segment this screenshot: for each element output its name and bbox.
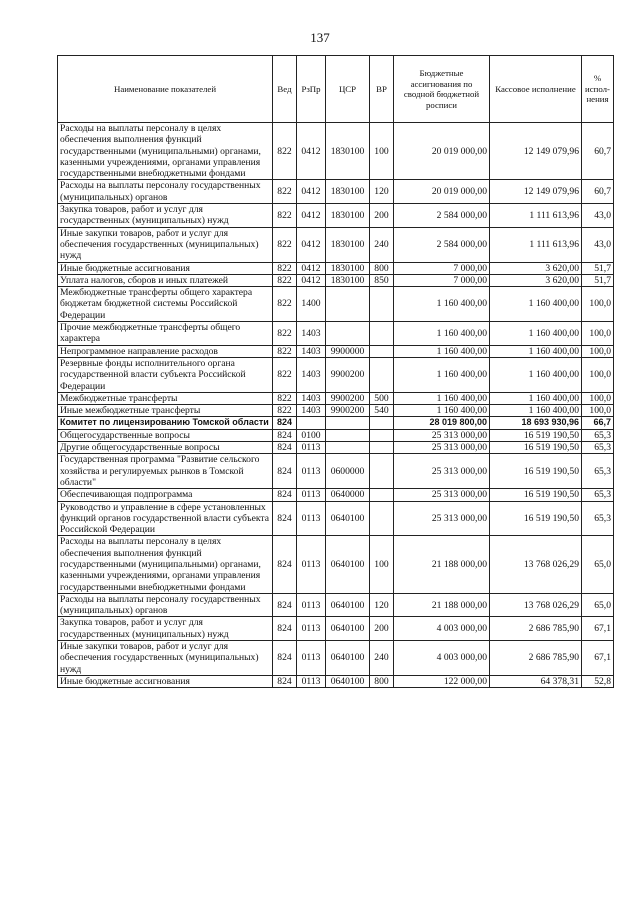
cell-rzpr: 0113 — [297, 501, 326, 536]
cell-rzpr: 1403 — [297, 392, 326, 404]
cell-cash: 1 160 400,00 — [490, 345, 582, 357]
cell-vr — [370, 345, 394, 357]
cell-ved: 824 — [273, 536, 297, 593]
cell-assigned: 21 188 000,00 — [394, 536, 490, 593]
table-body — [58, 123, 614, 688]
cell-assigned: 20 019 000,00 — [394, 180, 490, 204]
cell-pct: 100,0 — [582, 357, 614, 392]
cell-name: Другие общегосударственные вопросы — [58, 442, 273, 454]
cell-cash: 3 620,00 — [490, 262, 582, 274]
cell-name: Руководство и управление в сфере установленных функций органов государственной власти субъекта Российской Федерации — [58, 501, 273, 536]
cell-name: Иные межбюджетные трансферты — [58, 405, 273, 417]
table-row — [58, 489, 614, 501]
cell-rzpr: 1403 — [297, 405, 326, 417]
cell-csr — [326, 429, 370, 441]
cell-assigned: 28 019 800,00 — [394, 417, 490, 429]
cell-csr: 0640100 — [326, 641, 370, 676]
cell-cash: 1 160 400,00 — [490, 322, 582, 346]
cell-vr: 100 — [370, 536, 394, 593]
cell-csr: 0640000 — [326, 489, 370, 501]
table-row — [58, 392, 614, 404]
cell-name: Закупка товаров, работ и услуг для государственных (муниципальных) нужд — [58, 204, 273, 228]
cell-pct: 100,0 — [582, 287, 614, 322]
header-ved: Вед — [273, 56, 297, 123]
cell-name: Расходы на выплаты персоналу в целях обеспечения выполнения функций государственными (муниципальными) органами, казенными учреждениями, органами управления государственными внебюджетными фондами — [58, 536, 273, 593]
header-name: Наименование показателей — [58, 56, 273, 123]
cell-cash: 1 160 400,00 — [490, 357, 582, 392]
cell-pct: 66,7 — [582, 417, 614, 429]
header-csr: ЦСР — [326, 56, 370, 123]
cell-pct: 65,3 — [582, 442, 614, 454]
cell-cash: 16 519 190,50 — [490, 454, 582, 489]
cell-name: Межбюджетные трансферты общего характера бюджетам бюджетной системы Российской Федерации — [58, 287, 273, 322]
cell-pct: 65,0 — [582, 536, 614, 593]
cell-csr: 1830100 — [326, 274, 370, 286]
cell-assigned: 20 019 000,00 — [394, 123, 490, 180]
cell-csr: 0640100 — [326, 536, 370, 593]
table-row — [58, 262, 614, 274]
cell-cash: 2 686 785,90 — [490, 617, 582, 641]
cell-ved: 824 — [273, 675, 297, 687]
cell-assigned: 7 000,00 — [394, 274, 490, 286]
cell-ved: 822 — [273, 262, 297, 274]
cell-pct: 43,0 — [582, 227, 614, 262]
cell-vr — [370, 454, 394, 489]
cell-vr: 850 — [370, 274, 394, 286]
cell-pct: 65,3 — [582, 489, 614, 501]
cell-assigned: 1 160 400,00 — [394, 357, 490, 392]
cell-vr — [370, 287, 394, 322]
cell-csr: 0600000 — [326, 454, 370, 489]
cell-name: Прочие межбюджетные трансферты общего характера — [58, 322, 273, 346]
cell-vr — [370, 442, 394, 454]
cell-vr: 200 — [370, 204, 394, 228]
cell-assigned: 1 160 400,00 — [394, 345, 490, 357]
cell-name: Обеспечивающая подпрограмма — [58, 489, 273, 501]
cell-vr: 240 — [370, 227, 394, 262]
table-row — [58, 501, 614, 536]
cell-assigned: 25 313 000,00 — [394, 429, 490, 441]
cell-ved: 824 — [273, 489, 297, 501]
cell-csr: 9900200 — [326, 357, 370, 392]
table-header-row — [58, 56, 614, 123]
cell-ved: 822 — [273, 322, 297, 346]
cell-pct: 52,8 — [582, 675, 614, 687]
header-rzpr: РзПр — [297, 56, 326, 123]
table-row — [58, 227, 614, 262]
cell-vr: 200 — [370, 617, 394, 641]
cell-cash: 12 149 079,96 — [490, 180, 582, 204]
cell-csr: 1830100 — [326, 204, 370, 228]
cell-assigned: 2 584 000,00 — [394, 227, 490, 262]
cell-cash: 16 519 190,50 — [490, 489, 582, 501]
cell-rzpr: 0412 — [297, 180, 326, 204]
cell-vr — [370, 501, 394, 536]
cell-ved: 822 — [273, 204, 297, 228]
cell-rzpr: 0113 — [297, 593, 326, 617]
table-row — [58, 204, 614, 228]
cell-pct: 43,0 — [582, 204, 614, 228]
page-number: 137 — [310, 30, 330, 45]
cell-name: Комитет по лицензированию Томской области — [58, 417, 273, 429]
cell-rzpr: 1403 — [297, 322, 326, 346]
cell-cash: 12 149 079,96 — [490, 123, 582, 180]
cell-cash: 1 160 400,00 — [490, 392, 582, 404]
cell-pct: 100,0 — [582, 322, 614, 346]
cell-assigned: 1 160 400,00 — [394, 405, 490, 417]
cell-assigned: 1 160 400,00 — [394, 287, 490, 322]
header-cash: Кассовое исполнение — [490, 56, 582, 123]
cell-name: Уплата налогов, сборов и иных платежей — [58, 274, 273, 286]
cell-vr: 240 — [370, 641, 394, 676]
cell-pct: 100,0 — [582, 392, 614, 404]
table-row — [58, 429, 614, 441]
cell-rzpr: 1400 — [297, 287, 326, 322]
cell-csr: 1830100 — [326, 227, 370, 262]
cell-rzpr: 0412 — [297, 274, 326, 286]
cell-vr: 540 — [370, 405, 394, 417]
cell-rzpr: 0113 — [297, 454, 326, 489]
cell-name: Расходы на выплаты персоналу государственных (муниципальных) органов — [58, 180, 273, 204]
cell-ved: 824 — [273, 501, 297, 536]
cell-pct: 60,7 — [582, 180, 614, 204]
cell-vr — [370, 429, 394, 441]
cell-csr: 0640100 — [326, 593, 370, 617]
cell-vr — [370, 489, 394, 501]
cell-pct: 67,1 — [582, 641, 614, 676]
cell-csr — [326, 287, 370, 322]
cell-rzpr: 0412 — [297, 204, 326, 228]
cell-ved: 822 — [273, 392, 297, 404]
cell-name: Иные закупки товаров, работ и услуг для обеспечения государственных (муниципальных) нужд — [58, 227, 273, 262]
cell-cash: 3 620,00 — [490, 274, 582, 286]
table-row — [58, 593, 614, 617]
cell-cash: 13 768 026,29 — [490, 536, 582, 593]
cell-csr: 1830100 — [326, 180, 370, 204]
cell-rzpr: 1403 — [297, 357, 326, 392]
cell-rzpr: 0412 — [297, 262, 326, 274]
cell-ved: 822 — [273, 180, 297, 204]
cell-rzpr: 0412 — [297, 123, 326, 180]
cell-ved: 824 — [273, 417, 297, 429]
table-row — [58, 454, 614, 489]
cell-rzpr: 0113 — [297, 536, 326, 593]
cell-vr — [370, 357, 394, 392]
table-row — [58, 180, 614, 204]
cell-assigned: 7 000,00 — [394, 262, 490, 274]
cell-assigned: 25 313 000,00 — [394, 442, 490, 454]
table-row — [58, 322, 614, 346]
cell-ved: 822 — [273, 123, 297, 180]
cell-pct: 65,3 — [582, 501, 614, 536]
cell-cash: 16 519 190,50 — [490, 442, 582, 454]
cell-csr: 1830100 — [326, 123, 370, 180]
cell-vr: 800 — [370, 262, 394, 274]
cell-cash: 1 111 613,96 — [490, 227, 582, 262]
cell-assigned: 21 188 000,00 — [394, 593, 490, 617]
cell-name: Иные бюджетные ассигнования — [58, 262, 273, 274]
cell-assigned: 25 313 000,00 — [394, 489, 490, 501]
cell-rzpr: 1403 — [297, 345, 326, 357]
cell-ved: 822 — [273, 274, 297, 286]
cell-rzpr: 0113 — [297, 675, 326, 687]
cell-ved: 824 — [273, 617, 297, 641]
table-row — [58, 536, 614, 593]
cell-rzpr — [297, 417, 326, 429]
cell-rzpr: 0113 — [297, 617, 326, 641]
cell-name: Общегосударственные вопросы — [58, 429, 273, 441]
header-pct: % испол-нения — [582, 56, 614, 123]
cell-name: Межбюджетные трансферты — [58, 392, 273, 404]
cell-pct: 51,7 — [582, 262, 614, 274]
table-row — [58, 617, 614, 641]
cell-cash: 13 768 026,29 — [490, 593, 582, 617]
cell-assigned: 25 313 000,00 — [394, 454, 490, 489]
cell-pct: 100,0 — [582, 345, 614, 357]
cell-cash: 18 693 930,96 — [490, 417, 582, 429]
table-row — [58, 345, 614, 357]
cell-cash: 1 160 400,00 — [490, 405, 582, 417]
cell-csr: 0640100 — [326, 675, 370, 687]
table-row — [58, 274, 614, 286]
cell-vr — [370, 417, 394, 429]
cell-cash: 1 160 400,00 — [490, 287, 582, 322]
cell-ved: 822 — [273, 227, 297, 262]
cell-ved: 822 — [273, 405, 297, 417]
cell-assigned: 4 003 000,00 — [394, 641, 490, 676]
table-row — [58, 675, 614, 687]
cell-vr: 100 — [370, 123, 394, 180]
table-row — [58, 442, 614, 454]
table-row — [58, 123, 614, 180]
cell-csr — [326, 417, 370, 429]
cell-pct: 65,3 — [582, 429, 614, 441]
cell-csr: 0640100 — [326, 617, 370, 641]
cell-pct: 60,7 — [582, 123, 614, 180]
cell-vr: 500 — [370, 392, 394, 404]
cell-assigned: 1 160 400,00 — [394, 322, 490, 346]
cell-csr: 9900000 — [326, 345, 370, 357]
cell-ved: 824 — [273, 454, 297, 489]
cell-name: Резервные фонды исполнительного органа государственной власти субъекта Российской Федерации — [58, 357, 273, 392]
cell-rzpr: 0113 — [297, 442, 326, 454]
table-row — [58, 417, 614, 429]
cell-name: Расходы на выплаты персоналу государственных (муниципальных) органов — [58, 593, 273, 617]
cell-ved: 824 — [273, 593, 297, 617]
cell-ved: 824 — [273, 429, 297, 441]
header-vr: ВР — [370, 56, 394, 123]
cell-pct: 67,1 — [582, 617, 614, 641]
cell-pct: 100,0 — [582, 405, 614, 417]
cell-cash: 16 519 190,50 — [490, 501, 582, 536]
cell-csr: 9900200 — [326, 405, 370, 417]
cell-rzpr: 0113 — [297, 641, 326, 676]
header-assigned: Бюджетные ассигнования по сводной бюджетной росписи — [394, 56, 490, 123]
cell-ved: 822 — [273, 357, 297, 392]
cell-pct: 65,3 — [582, 454, 614, 489]
cell-rzpr: 0100 — [297, 429, 326, 441]
cell-pct: 51,7 — [582, 274, 614, 286]
cell-cash: 2 686 785,90 — [490, 641, 582, 676]
cell-pct: 65,0 — [582, 593, 614, 617]
cell-assigned: 4 003 000,00 — [394, 617, 490, 641]
cell-name: Иные бюджетные ассигнования — [58, 675, 273, 687]
cell-assigned: 1 160 400,00 — [394, 392, 490, 404]
table-row — [58, 287, 614, 322]
cell-name: Иные закупки товаров, работ и услуг для обеспечения государственных (муниципальных) нужд — [58, 641, 273, 676]
cell-vr: 120 — [370, 593, 394, 617]
table-row — [58, 357, 614, 392]
cell-vr — [370, 322, 394, 346]
cell-assigned: 25 313 000,00 — [394, 501, 490, 536]
cell-vr: 800 — [370, 675, 394, 687]
table-row — [58, 641, 614, 676]
cell-name: Закупка товаров, работ и услуг для государственных (муниципальных) нужд — [58, 617, 273, 641]
table-row — [58, 405, 614, 417]
cell-vr: 120 — [370, 180, 394, 204]
cell-name: Государственная программа "Развитие сельского хозяйства и регулируемых рынков в Томской области" — [58, 454, 273, 489]
cell-csr: 0640100 — [326, 501, 370, 536]
cell-rzpr: 0412 — [297, 227, 326, 262]
cell-ved: 822 — [273, 287, 297, 322]
cell-csr — [326, 322, 370, 346]
cell-assigned: 2 584 000,00 — [394, 204, 490, 228]
cell-name: Расходы на выплаты персоналу в целях обеспечения выполнения функций государственными (муниципальными) органами, казенными учреждениями, органами управления государственными внебюджетными фондами — [58, 123, 273, 180]
cell-cash: 16 519 190,50 — [490, 429, 582, 441]
cell-ved: 824 — [273, 641, 297, 676]
cell-cash: 64 378,31 — [490, 675, 582, 687]
cell-csr — [326, 442, 370, 454]
cell-ved: 824 — [273, 442, 297, 454]
cell-assigned: 122 000,00 — [394, 675, 490, 687]
cell-csr: 9900200 — [326, 392, 370, 404]
cell-rzpr: 0113 — [297, 489, 326, 501]
budget-execution-table — [57, 55, 614, 688]
cell-csr: 1830100 — [326, 262, 370, 274]
cell-ved: 822 — [273, 345, 297, 357]
cell-name: Непрограммное направление расходов — [58, 345, 273, 357]
cell-cash: 1 111 613,96 — [490, 204, 582, 228]
